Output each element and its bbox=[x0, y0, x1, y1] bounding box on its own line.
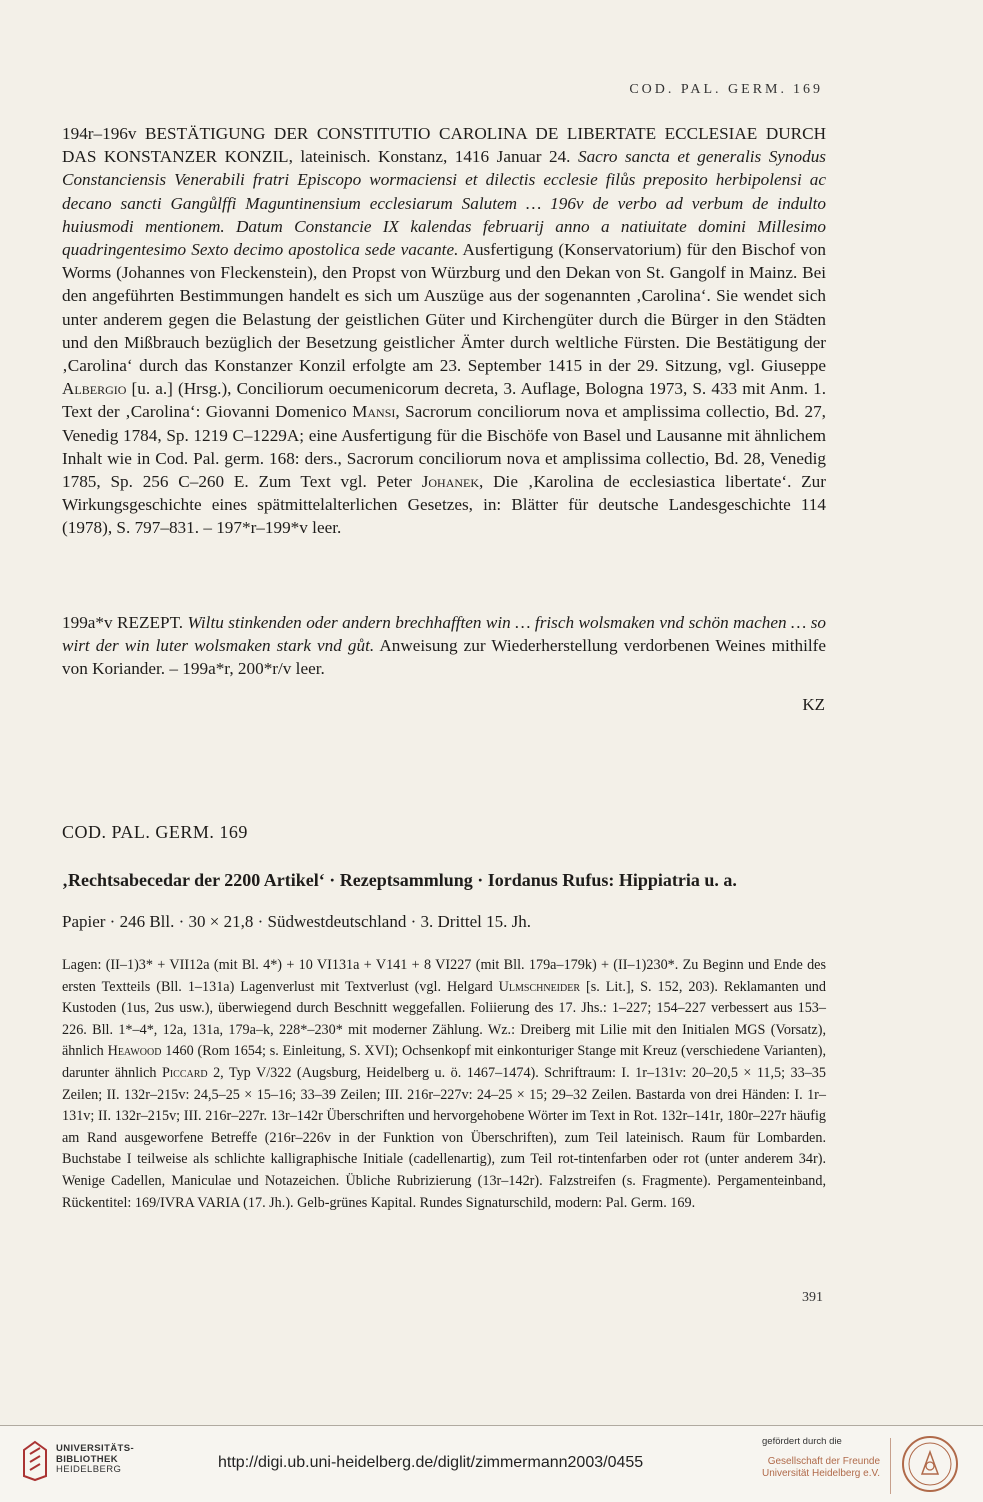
university-library-name: UNIVERSITÄTS- BIBLIOTHEK HEIDELBERG bbox=[56, 1443, 135, 1475]
entry-confirmation: 194r–196v BESTÄTIGUNG DER CONSTITUTIO CAROLINA DE LIBERTATE ECCLESIAE DURCH DAS KONSTANZER KONZIL, lateinisch. Konstanz, 1416 Januar 24. Sacro sancta et generalis Synodus Constanciensis Venerabili fratri Episcopo wormaciensi et dilectis ecclesie filůs preposito herbipolensi ac decano sancti Gangůlffi Maguntinensium ecclesiarum Salutem … 196v de verbo ad verbum de indulto huiusmodi mentionem. Datum Constancie IX kalendas februarij anno a natiuitate domini Millesimo quadringentesimo Sexto decimo apostolica sede vacante. Ausfertigung (Konservatorium) für den Bischof von Worms (Johannes von Fleckenstein), den Propst von Würzburg und den Dekan von St. Gangolf in Mainz. Bei den angeführten Bestimmungen handelt es sich um Auszüge aus der sogenannten ‚Carolina‘. Sie wendet sich unter anderem gegen die Belastung der geistlichen Güter und Kirchengüter durch die Bürger in den Städten und den Mißbrauch bezüglich der Besetzung geistlicher Ämter durch weltliche Fürsten. Die Bestätigung der ‚Carolina‘ durch das Konstanzer Konzil erfolgte am 23. September 1415 in der 29. Sitzung, vgl. Giuseppe Albergio [u. a.] (Hrsg.), Conciliorum oecumenicorum decreta, 3. Auflage, Bologna 1973, S. 433 mit Anm. 1. Text der ‚Carolina‘: Giovanni Domenico Mansi, Sacrorum conciliorum nova et amplissima collectio, Bd. 27, Venedig 1784, Sp. 1219 C–1229A; eine Ausfertigung für die Bischöfe von Basel und Lausanne mit ähnlichem Inhalt wie in Cod. Pal. germ. 168: ders., Sacrorum conciliorum nova et amplissima collectio, Bd. 28, Venedig 1785, Sp. 256 C–260 E. Zum Text vgl. Peter Johanek, Die ‚Karolina de ecclesiastica libertate‘. Zur Wirkungsgeschichte eines spätmittelalterlichen Gesetzes, in: Blätter für deutsche Landesgeschichte 114 (1978), S. 797–831. – 197*r–199*v leer. bbox=[62, 124, 827, 538]
entry2-heading: REZEPT. bbox=[117, 613, 184, 632]
manuscript-material: Papier · 246 Bll. · 30 × 21,8 · Südwestdeutschland · 3. Drittel 15. Jh. bbox=[62, 912, 532, 931]
author-johanek: Johanek bbox=[421, 472, 480, 492]
entry-recipe: 199a*v REZEPT. Wiltu stinkenden oder andern brechhafften win … frisch wolsmaken vnd schön machen … so wirt der win luter wolsmaken stark vnd gůt. Anweisung zur Wiederherstellung verdorbenen Weines mithilfe von Koriander. – 199a*r, 200*r/v leer. bbox=[62, 613, 826, 679]
sponsor-divider bbox=[890, 1438, 891, 1494]
manuscript-contents: ‚Rechtsabecedar der 2200 Artikel‘ · Rezeptsammlung · Iordanus Rufus: Hippiatria u. a. bbox=[62, 870, 737, 890]
entry2-incipit: Wiltu stinkenden oder andern brechhafften win … frisch wolsmaken vnd schön machen … so wirt der win luter wolsmaken stark vnd gůt. bbox=[62, 613, 826, 656]
footer bbox=[0, 1426, 983, 1502]
running-head bbox=[629, 82, 823, 98]
digital-library-url[interactable]: http://digi.ub.uni-heidelberg.de/diglit/zimmermann2003/0455 bbox=[218, 1454, 644, 1471]
entry1-meta: , lateinisch. Konstanz, 1416 Januar 24. bbox=[288, 147, 578, 167]
sponsor-name: Gesellschaft der Freunde Universität Heidelberg e.V. bbox=[761, 1456, 880, 1479]
manuscript-title: COD. PAL. GERM. 169 bbox=[62, 822, 248, 842]
author-initials: KZ bbox=[802, 695, 825, 714]
entry1-incipit: Sacro sancta et generalis Synodus Constanciensis Venerabili fratri Episcopo wormaciensi et dilectis ecclesie filůs preposito herbipolensi ac decano sancti Gangůlffi Maguntinensium ecclesiarum Salutem … 196v de verbo ad verbum de indulto huiusmodi mentionem. Datum Constancie IX kalendas februarij anno a natiuitate domini Millesimo quadringentesimo Sexto decimo apostolica sede vacante. bbox=[62, 147, 826, 260]
running-folio: 169 bbox=[793, 82, 823, 97]
entry2-folio: 199a*v bbox=[62, 613, 113, 632]
author-heawood: Heawood bbox=[107, 1043, 162, 1060]
sponsor-label: gefördert durch die bbox=[762, 1436, 842, 1447]
author-alberigo: Albergio bbox=[62, 379, 127, 399]
entry1-folio: 194r–196v bbox=[62, 124, 137, 143]
author-piccard: Piccard bbox=[161, 1064, 208, 1081]
entry1-heading: BESTÄTIGUNG DER CONSTITUTIO CAROLINA DE LIBERTATE ECCLESIAE DURCH DAS KONSTANZER KONZIL bbox=[62, 124, 826, 167]
manuscript-description: Lagen: (II–1)3* + VII12a (mit Bl. 4*) + 10 VI131a + V141 + 8 VI227 (mit Bll. 179a–179k) + (II–1)230*. Zu Beginn und Ende des ersten Textteils (Bll. 1–131a) Lagenverlust mit Textverlust (vgl. Helgard Ulmschneider [s. Lit.], S. 152, 203). Reklamanten und Kustoden (1us, 2us usw.), überwiegend durch Beschnitt weggefallen. Foliierung des 17. Jhs.: 1–227; 154–227 verbessert aus 153–226. Bll. 1*–4*, 12a, 131a, 179a–k, 228*–230* mit moderner Zählung. Wz.: Dreiberg mit Lilie mit den Initialen MGS (Vorsatz), ähnlich Heawood 1460 (Rom 1654; s. Einleitung, S. XVI); Ochsenkopf mit einkonturiger Stange mit Kreuz (verschiedene Varianten), darunter ähnlich Piccard 2, Typ V/322 (Augsburg, Heidelberg u. ö. 1467–1474). Schriftraum: I. 1r–131v: 20–20,5 × 11,5; 33–35 Zeilen; II. 132r–215v: 24,5–25 × 15–16; 33–39 Zeilen; III. 216r–227v: 24–25 × 15; 29–32 Zeilen. Bastarda von drei Händen: I. 1r–131v; II. 132r–215v; III. 216r–227r. 13r–142r Überschriften und hervorgehobene Wörter im Text in Rot. 132r–141r, 180r–227r häufig am Rand ausgeworfene Betreffe (216r–226v in der Funktion von Überschriften), zum Teil lateinisch. Raum für Lombarden. Buchstabe I teilweise als schlichte kalligraphische Initiale (cadellenartig), zum Teil rot-tintenfarben oder rot (unter anderem 34r). Wenige Cadellen, Maniculae und Notazeichen. Übliche Rubrizierung (13r–142r). Falzstreifen (s. Fragmente). Pergamenteinband, Rückentitel: 169/IVRA VARIA (17. Jh.). Gelb-grünes Kapital. Rundes Signaturschild, modern: Pal. Germ. 169. bbox=[62, 957, 826, 1211]
running-title: COD. PAL. GERM. bbox=[629, 82, 787, 97]
page-number: 391 bbox=[802, 1290, 823, 1305]
author-ulmschneider: Ulmschneider bbox=[498, 978, 581, 995]
author-mansi: Mansi bbox=[352, 402, 396, 422]
university-seal-icon bbox=[900, 1434, 960, 1494]
university-library-logo-icon bbox=[22, 1440, 48, 1482]
